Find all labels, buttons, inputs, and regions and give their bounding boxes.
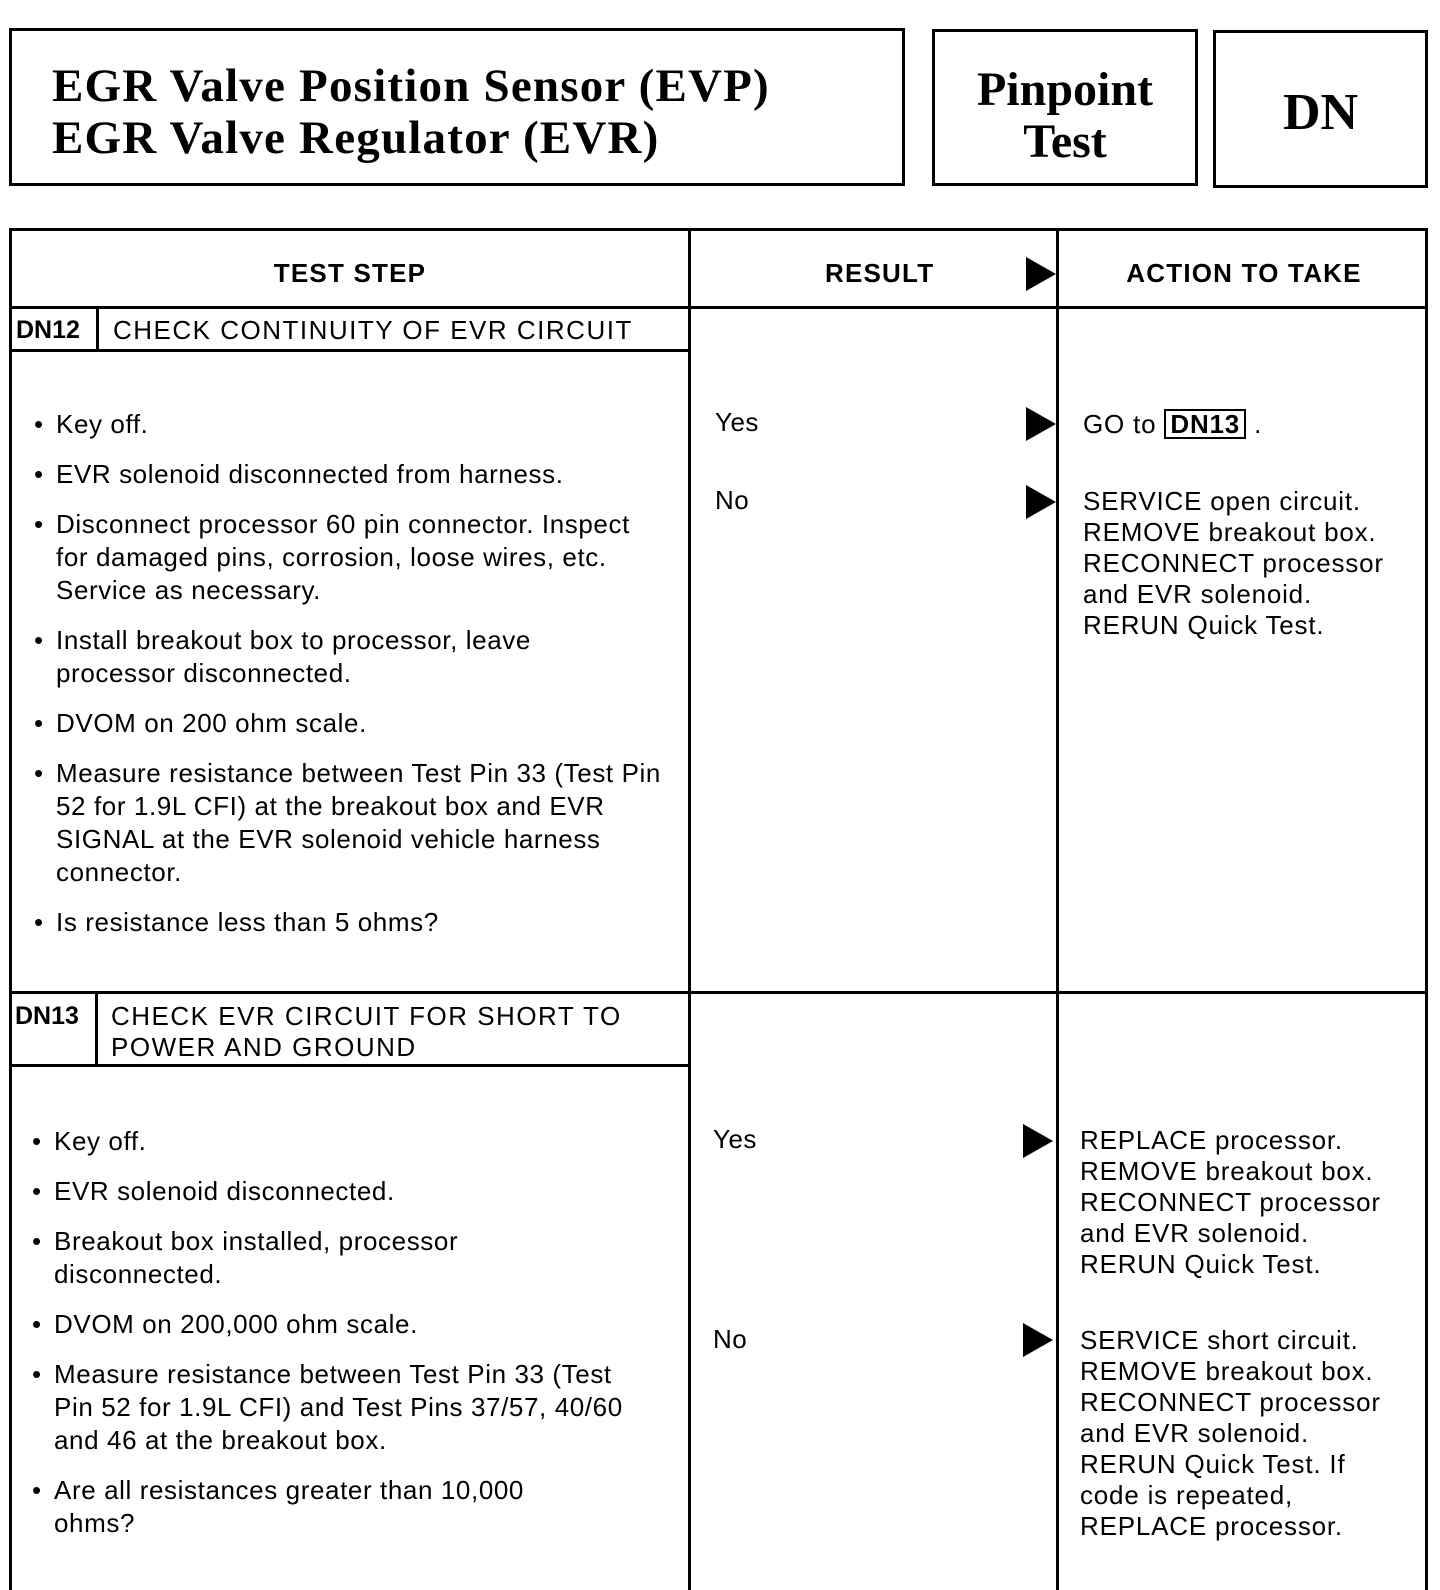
action-line: SERVICE short circuit. [1080, 1325, 1359, 1355]
action-line: SERVICE open circuit. [1083, 486, 1361, 516]
pinpoint-label-line-2: Test [1023, 115, 1107, 168]
list-item: • Key off. [32, 408, 652, 441]
action-line: RERUN Quick Test. [1083, 610, 1325, 640]
dn12-id-divider [96, 306, 99, 351]
test-code-box [1213, 30, 1428, 188]
pinpoint-label-line-1: Pinpoint [976, 63, 1154, 116]
result-column-left-border [688, 228, 691, 1590]
list-item: • EVR solenoid disconnected from harness. [32, 458, 652, 491]
action-line: REMOVE breakout box. [1083, 517, 1377, 547]
action-line: and EVR solenoid. [1080, 1418, 1309, 1448]
pinpoint-test-box [932, 29, 1198, 186]
list-item: • Measure resistance between Test Pin 33 (Test Pin 52 for 1.9L CFI) and Test Pins 37/57, 40/60 and 46 at the breakout box. [30, 1358, 654, 1457]
action-dn13-no [1080, 1325, 1381, 1542]
page-title-line-2: EGR Valve Regulator (EVR) [52, 112, 660, 164]
dn12-header-underline [10, 349, 689, 352]
list-item: • Are all resistances greater than 10,000 ohms? [30, 1474, 594, 1540]
list-item: • DVOM on 200 ohm scale. [32, 707, 652, 740]
action-line: RECONNECT processor [1083, 548, 1384, 578]
result-label-dn12-yes: Yes [715, 407, 759, 437]
table-left-border [9, 228, 12, 1590]
list-item: • EVR solenoid disconnected. [30, 1175, 650, 1208]
list-item: • DVOM on 200,000 ohm scale. [30, 1308, 650, 1341]
step-id-dn12: DN12 [16, 316, 80, 344]
action-column-left-border [1056, 228, 1059, 1590]
action-line: RECONNECT processor [1080, 1187, 1381, 1217]
result-arrow-icon [1023, 1124, 1053, 1158]
step-title-dn13 [111, 1001, 622, 1063]
result-arrow-icon [1023, 1323, 1053, 1357]
table-right-border [1425, 228, 1428, 1590]
list-item: • Is resistance less than 5 ohms? [32, 906, 652, 939]
step-title-dn13-line-2: POWER AND GROUND [111, 1032, 417, 1062]
action-line: code is repeated, [1080, 1480, 1294, 1510]
column-header-result: RESULT [825, 258, 935, 288]
result-arrow-icon [1026, 485, 1056, 519]
action-line: and EVR solenoid. [1080, 1218, 1309, 1248]
page-title-line-1: EGR Valve Position Sensor (EVP) [52, 60, 770, 112]
step-reference-dn13[interactable]: DN13 [1164, 409, 1246, 439]
action-line: RERUN Quick Test. If [1080, 1449, 1346, 1479]
action-dn12-yes [1083, 409, 1262, 440]
title-box [9, 28, 905, 186]
action-line: REPLACE processor. [1080, 1511, 1343, 1541]
column-header-divider [10, 306, 1428, 309]
result-header-arrow-icon [1026, 257, 1056, 291]
column-header-action: ACTION TO TAKE [1126, 258, 1362, 288]
list-item: • Measure resistance between Test Pin 33 (Test Pin 52 for 1.9L CFI) at the breakout box and EVR SIGNAL at the EVR solenoid vehicle harness connector. [32, 757, 666, 889]
action-text: GO to [1083, 409, 1157, 439]
action-line: RECONNECT processor [1080, 1387, 1381, 1417]
action-dn13-yes [1080, 1125, 1381, 1280]
test-code: DN [1282, 84, 1359, 141]
action-text: . [1254, 409, 1263, 439]
action-line: REPLACE processor. [1080, 1125, 1343, 1155]
result-label-dn13-no: No [713, 1324, 748, 1354]
dn12-instructions [32, 408, 661, 939]
dn13-instructions [30, 1125, 650, 1540]
action-dn12-no [1083, 486, 1384, 641]
action-line: REMOVE breakout box. [1080, 1356, 1374, 1386]
action-line: RERUN Quick Test. [1080, 1249, 1322, 1279]
dn13-header-underline [10, 1064, 689, 1067]
column-header-test-step: TEST STEP [273, 258, 427, 288]
step-title-dn12: CHECK CONTINUITY OF EVR CIRCUIT [113, 315, 633, 345]
action-line: REMOVE breakout box. [1080, 1156, 1374, 1186]
dn13-id-divider [95, 991, 98, 1066]
action-line: and EVR solenoid. [1083, 579, 1312, 609]
list-item: • Key off. [30, 1125, 650, 1158]
list-item: • Install breakout box to processor, leave processor disconnected. [32, 624, 626, 690]
result-label-dn12-no: No [715, 485, 750, 515]
table-top-border [10, 228, 1428, 231]
step-id-dn13: DN13 [15, 1002, 79, 1030]
step-row-divider [10, 991, 1428, 994]
step-title-dn13-line-1: CHECK EVR CIRCUIT FOR SHORT TO [111, 1001, 622, 1031]
list-item: • Disconnect processor 60 pin connector. Inspect for damaged pins, corrosion, loose wires, etc. Service as necessary. [32, 508, 656, 607]
result-label-dn13-yes: Yes [713, 1124, 757, 1154]
result-arrow-icon [1026, 407, 1056, 441]
list-item: • Breakout box installed, processor disconnected. [30, 1225, 514, 1291]
